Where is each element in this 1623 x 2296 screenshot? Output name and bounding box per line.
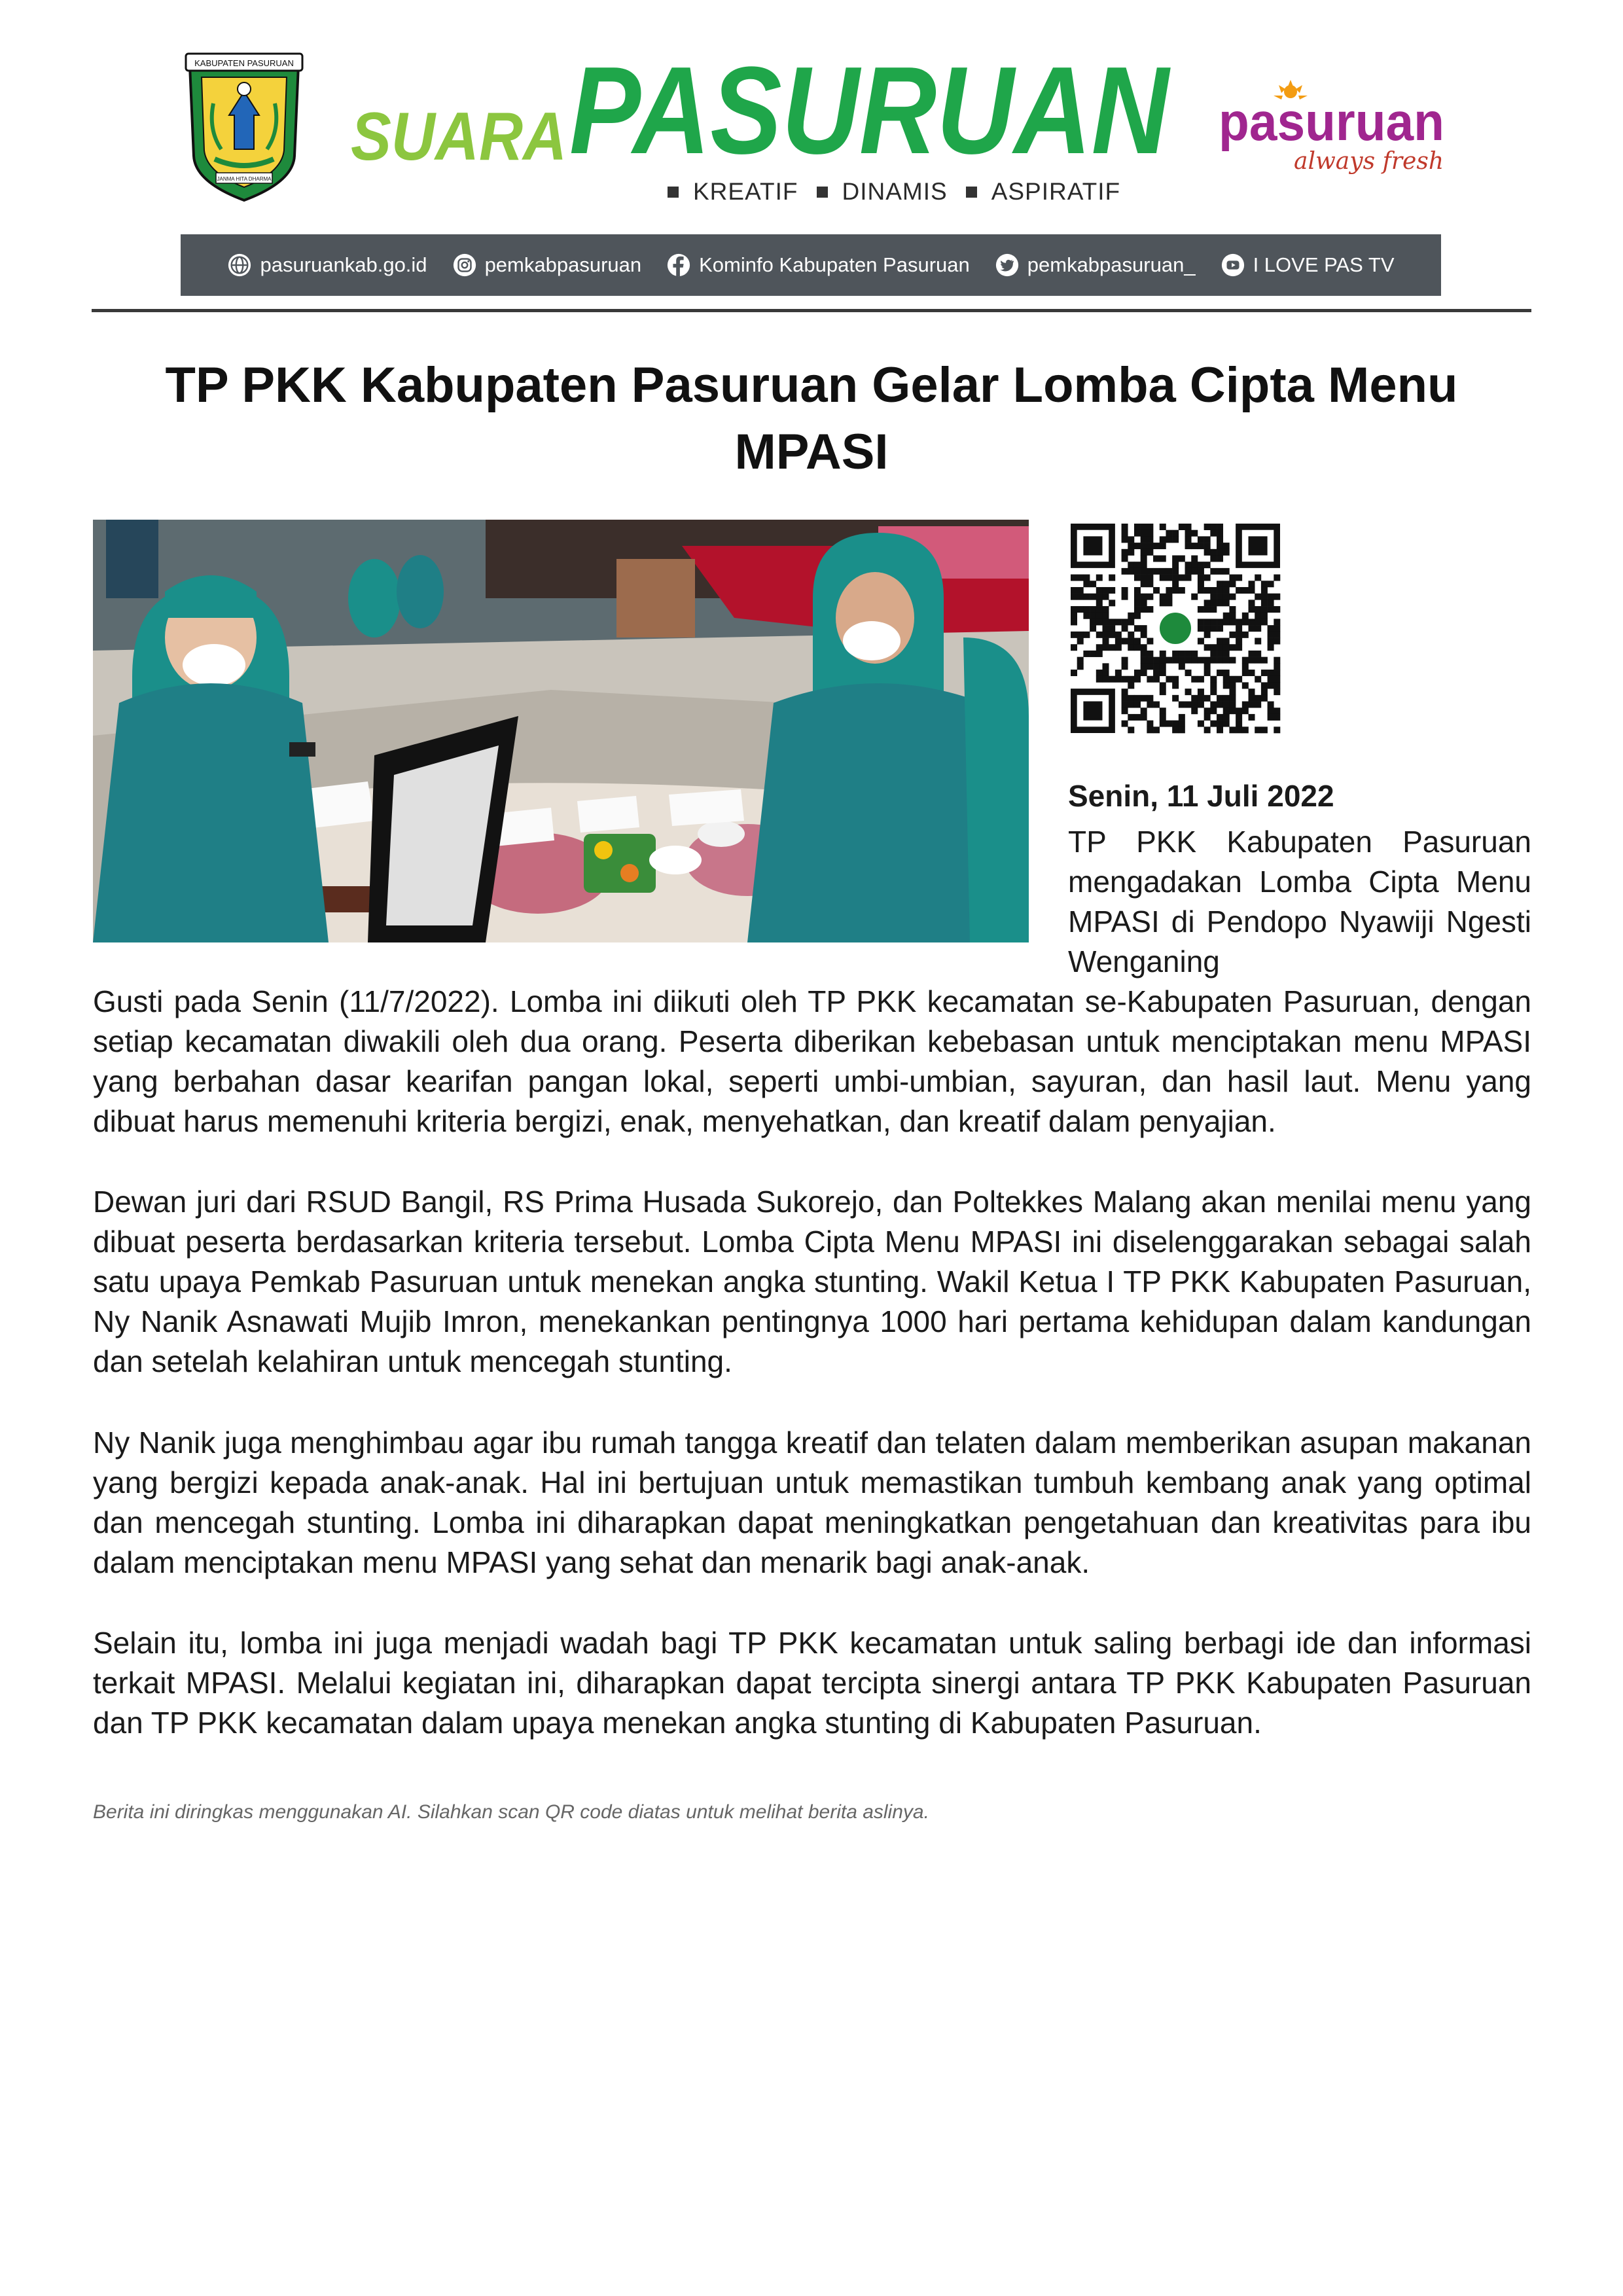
- article-paragraph-3: Ny Nanik juga menghimbau agar ibu rumah tangga kreatif dan telaten dalam memberikan asupan makanan yang bergizi kepada anak-anak. Hal ini bertujuan untuk memastikan tumbuh kembang anak yang optimal dan mencegah stunting. Lomba ini diharapkan dapat meningkatkan pengetahuan dan kreativitas para ibu dalam menciptakan menu MPASI yang sehat dan menarik bagi anak-anak.: [93, 1426, 1531, 1579]
- social-link-youtube[interactable]: I LOVE PAS TV: [1221, 253, 1395, 278]
- square-bullet-icon: [668, 187, 679, 198]
- social-link-instagram[interactable]: pemkabpasuruan: [452, 253, 642, 278]
- square-bullet-icon: [817, 187, 828, 198]
- brand-name: pasuruan: [1219, 92, 1444, 152]
- article-lead-paragraph: TP PKK Kabupaten Pasuruan mengadakan Lomba Cipta Menu MPASI di Pendopo Nyawiji Ngesti Wenganing: [1068, 825, 1531, 978]
- twitter-icon: [995, 253, 1020, 278]
- ai-summary-footnote: Berita ini diringkas menggunakan AI. Silahkan scan QR code diatas untuk melihat berita aslinya.: [93, 1801, 929, 1823]
- slogan-item: DINAMIS: [817, 178, 948, 206]
- social-media-bar: [181, 234, 1441, 296]
- article-paragraph-4: Selain itu, lomba ini juga menjadi wadah bagi TP PKK kecamatan untuk saling berbagi ide dan informasi terkait MPASI. Melalui kegiatan ini, diharapkan dapat tercipta sinergi antara TP PKK Kabupaten Pasuruan dan TP PKK kecamatan dalam upaya menekan angka stunting di Kabupaten Pasuruan.: [93, 1626, 1531, 1740]
- article-paragraph-2: Dewan juri dari RSUD Bangil, RS Prima Husada Sukorejo, dan Poltekkes Malang akan menilai menu yang dibuat peserta berdasarkan kriteria tersebut. Lomba Cipta Menu MPASI ini diselenggarakan sebagai salah satu upaya Pemkab Pasuruan untuk menekan angka stunting. Wakil Ketua I TP PKK Kabupaten Pasuruan, Ny Nanik Asnawati Mujib Imron, menekankan pentingnya 1000 hari pertama kehidupan dalam kandungan dan setelah kelahiran untuk mencegah stunting.: [93, 1185, 1531, 1378]
- youtube-icon: [1221, 253, 1245, 278]
- square-bullet-icon: [966, 187, 977, 198]
- header-divider: [92, 309, 1531, 312]
- article-photo: [93, 520, 1029, 942]
- wordmark-pasuruan: PASURUAN: [569, 41, 1171, 180]
- slogan-row: [668, 175, 1165, 208]
- wordmark-suara: SUARA: [351, 99, 567, 175]
- regency-crest-logo: [182, 51, 306, 204]
- globe-icon: [227, 253, 252, 278]
- pasuruan-always-fresh-logo: [1219, 77, 1448, 182]
- qr-code[interactable]: [1071, 524, 1280, 733]
- social-link-twitter[interactable]: pemkabpasuruan_: [995, 253, 1196, 278]
- slogan-item: KREATIF: [668, 178, 798, 206]
- crest-motto: JANMA HITA DHARMA: [217, 176, 272, 182]
- article-date: Senin, 11 Juli 2022: [1068, 779, 1334, 813]
- instagram-icon: [452, 253, 477, 278]
- suara-pasuruan-wordmark: [351, 41, 1171, 180]
- brand-tagline: always fresh: [1294, 148, 1444, 175]
- crest-ribbon-text: KABUPATEN PASURUAN: [194, 58, 294, 68]
- social-link-facebook[interactable]: Kominfo Kabupaten Pasuruan: [666, 253, 970, 278]
- article-paragraph-1: Gusti pada Senin (11/7/2022). Lomba ini diikuti oleh TP PKK kecamatan se-Kabupaten Pasuruan, dengan setiap kecamatan diwakili oleh dua orang. Peserta diberikan kebebasan untuk menciptakan menu MPASI yang berbahan dasar kearifan pangan lokal, seperti umbi-umbian, sayuran, dan hasil laut. Menu yang dibuat harus memenuhi kriteria bergizi, enak, menyehatkan, dan kreatif dalam penyajian.: [93, 984, 1531, 1138]
- article-title: TP PKK Kabupaten Pasuruan Gelar Lomba Cipta Menu MPASI: [165, 357, 1458, 480]
- social-link-website[interactable]: pasuruankab.go.id: [227, 253, 427, 278]
- facebook-icon: [666, 253, 691, 278]
- slogan-item: ASPIRATIF: [966, 178, 1120, 206]
